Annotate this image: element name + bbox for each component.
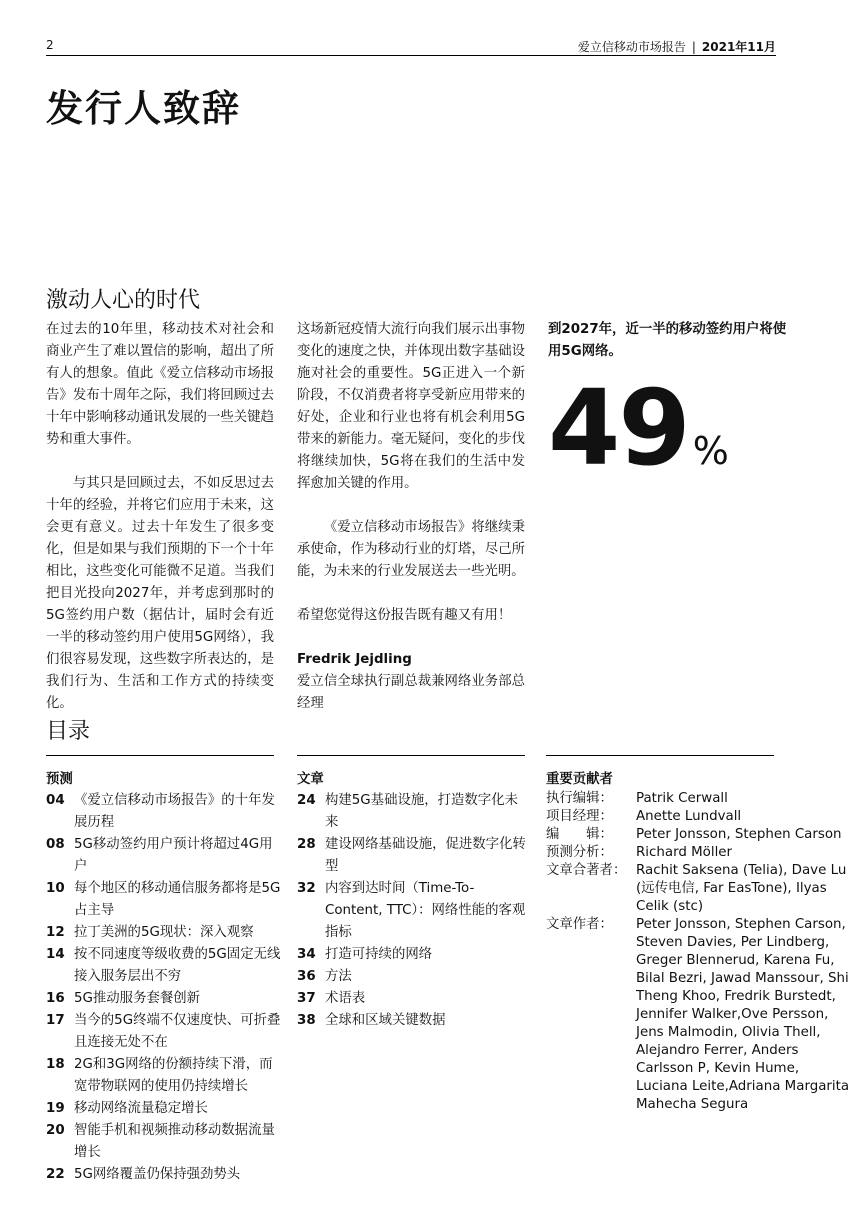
toc-page: 08 xyxy=(46,837,65,852)
toc-forecast-heading: 预测 xyxy=(46,772,73,787)
contributor-role: 项目经理： xyxy=(546,809,613,824)
toc-item[interactable] xyxy=(46,944,282,988)
contributor-role: 编 辑： xyxy=(546,827,613,842)
toc-entry-title: 每个地区的移动通信服务都将是5G占主导 xyxy=(74,881,281,918)
toc-item[interactable] xyxy=(46,1098,282,1120)
contributor-names: Peter Jonsson, Stephen Carson xyxy=(636,827,842,842)
toc-articles-heading: 文章 xyxy=(297,772,324,787)
page-number: 2 xyxy=(46,38,54,52)
toc-page: 36 xyxy=(297,969,316,984)
section-heading: 激动人心的时代 xyxy=(46,288,201,313)
highlight-value: 49 xyxy=(548,367,689,489)
contributor-names: Patrik Cerwall xyxy=(636,791,728,806)
contributor-role: 执行编辑： xyxy=(546,791,613,806)
toc-item[interactable] xyxy=(46,878,282,922)
toc-entry-title: 全球和区域关键数据 xyxy=(325,1013,446,1028)
toc-articles-list xyxy=(297,790,527,1032)
contributor-names: Peter Jonsson, Stephen Carson, Steven Davies, Per Lindberg, Greger Blennerud, Karena Fu, Bilal Bezri, Jawad Manssour, Shi Theng Khoo, Fredrik Burstedt, Jennifer Walker,Ove Persson, Jens Malmodin, Olivia Thell, Alejandro Ferrer, Anders Carlsson P, Kevin Hume, Luciana Leite,Adriana Margarita Mahecha Segura xyxy=(636,917,850,1112)
toc-entry-title: 5G网络覆盖仍保持强劲势头 xyxy=(74,1167,241,1182)
toc-item[interactable] xyxy=(46,1164,282,1186)
toc-item[interactable] xyxy=(46,922,282,944)
toc-entry-title: 建设网络基础设施，促进数字化转型 xyxy=(325,837,526,874)
toc-entry-title: 内容到达时间（Time-To-Content, TTC）：网络性能的客观指标 xyxy=(325,881,526,940)
intro-paragraph-3: 这场新冠疫情大流行向我们展示出事物变化的速度之快，并体现出数字基础设施对社会的重要性。5G正进入一个新阶段，不仅消费者将享受新应用带来的好处，企业和行业也将有机会利用5G带来的新能力。毫无疑问，变化的步伐将继续加快，5G将在我们的生活中发挥愈加关键的作用。 xyxy=(297,322,525,491)
intro-column-1 xyxy=(46,319,274,715)
header-separator: | xyxy=(691,40,696,54)
report-name: 爱立信移动市场报告 xyxy=(577,40,686,54)
toc-page: 10 xyxy=(46,881,65,896)
contributor-row xyxy=(546,862,850,916)
intro-paragraph-5: 希望您觉得这份报告既有趣又有用！ xyxy=(297,608,512,623)
contributor-role: 文章合著者： xyxy=(546,863,627,878)
page-title: 发行人致辞 xyxy=(46,87,241,130)
toc-page: 22 xyxy=(46,1167,65,1182)
header-rule xyxy=(46,55,776,56)
toc-entry-title: 构建5G基础设施，打造数字化未来 xyxy=(325,793,518,830)
toc-page: 17 xyxy=(46,1013,65,1028)
toc-entry-title: 5G移动签约用户预计将超过4G用户 xyxy=(74,837,273,874)
toc-entry-title: 移动网络流量稳定增长 xyxy=(74,1101,208,1116)
toc-entry-title: 智能手机和视频推动移动数据流量增长 xyxy=(74,1123,275,1160)
toc-page: 32 xyxy=(297,881,316,896)
toc-entry-title: 拉丁美洲的5G现状：深入观察 xyxy=(74,925,254,940)
contributor-role: 文章作者： xyxy=(546,917,613,932)
running-header xyxy=(578,38,776,55)
toc-item[interactable] xyxy=(297,1010,527,1032)
toc-forecast-list xyxy=(46,790,282,1186)
intro-paragraph-1: 在过去的10年里，移动技术对社会和商业产生了难以置信的影响，超出了所有人的想象。值此《爱立信移动市场报告》发布十周年之际，我们将回顾过去十年中影响移动通讯发展的一些关键趋势和重大事件。 xyxy=(46,322,274,447)
intro-paragraph-4: 《爱立信移动市场报告》将继续秉承使命，作为移动行业的灯塔，尽己所能，为未来的行业发展送去一些光明。 xyxy=(297,520,525,579)
contributor-row xyxy=(546,790,850,808)
contributor-names: Anette Lundvall xyxy=(636,809,742,824)
toc-item[interactable] xyxy=(297,966,527,988)
toc-item[interactable] xyxy=(297,834,527,878)
toc-rule-articles xyxy=(297,755,525,756)
toc-entry-title: 5G推动服务套餐创新 xyxy=(74,991,201,1006)
toc-item[interactable] xyxy=(46,834,282,878)
toc-entry-title: 术语表 xyxy=(325,991,366,1006)
toc-item[interactable] xyxy=(46,988,282,1010)
toc-item[interactable] xyxy=(46,1010,282,1054)
highlight-unit: % xyxy=(692,429,729,473)
contributor-names: Richard Möller xyxy=(636,845,733,860)
toc-entry-title: 《爱立信移动市场报告》的十年发展历程 xyxy=(74,793,275,830)
toc-page: 12 xyxy=(46,925,65,940)
toc-item[interactable] xyxy=(46,1054,282,1098)
toc-entry-title: 2G和3G网络的份额持续下滑，而宽带物联网的使用仍持续增长 xyxy=(74,1057,273,1094)
contributor-row xyxy=(546,844,850,862)
highlight-stat xyxy=(548,367,729,489)
toc-entry-title: 按不同速度等级收费的5G固定无线接入服务层出不穷 xyxy=(74,947,281,984)
toc-page: 19 xyxy=(46,1101,65,1116)
toc-title: 目录 xyxy=(46,719,91,744)
toc-entry-title: 方法 xyxy=(325,969,352,984)
toc-item[interactable] xyxy=(297,790,527,834)
toc-item[interactable] xyxy=(297,878,527,944)
toc-page: 20 xyxy=(46,1123,65,1138)
toc-contributors-heading: 重要贡献者 xyxy=(546,772,613,787)
toc-item[interactable] xyxy=(46,790,282,834)
intro-column-2 xyxy=(297,319,525,715)
contributor-role: 预测分析： xyxy=(546,845,613,860)
contributor-names: Rachit Saksena (Telia), Dave Lu (远传电信, Far EasTone), Ilyas Celik (stc) xyxy=(636,863,847,914)
toc-page: 18 xyxy=(46,1057,65,1072)
signature-title: 爱立信全球执行副总裁兼网络业务部总经理 xyxy=(297,674,525,711)
toc-page: 14 xyxy=(46,947,65,962)
contributor-row xyxy=(546,916,850,1114)
toc-item[interactable] xyxy=(297,944,527,966)
toc-page: 16 xyxy=(46,991,65,1006)
toc-entry-title: 当今的5G终端不仅速度快、可折叠且连接无处不在 xyxy=(74,1013,281,1050)
report-date: 2021年11月 xyxy=(701,40,776,54)
contributors-list xyxy=(546,790,850,1114)
toc-rule-forecast xyxy=(46,755,274,756)
signature-name: Fredrik Jejdling xyxy=(297,652,412,667)
highlight-text: 到2027年，近一半的移动签约用户将使用5G网络。 xyxy=(548,322,787,359)
toc-entry-title: 打造可持续的网络 xyxy=(325,947,433,962)
toc-page: 38 xyxy=(297,1013,316,1028)
toc-page: 28 xyxy=(297,837,316,852)
toc-item[interactable] xyxy=(297,988,527,1010)
toc-page: 34 xyxy=(297,947,316,962)
contributor-row xyxy=(546,808,850,826)
intro-paragraph-2: 与其只是回顾过去，不如反思过去十年的经验，并将它们应用于未来，这会更有意义。过去十年发生了很多变化，但是如果与我们预期的下一个十年相比，这些变化可能微不足道。当我们把目光投向2027年，并考虑到那时的5G签约用户数（据估计，届时会有近一半的移动签约用户使用5G网络），我们很容易发现，这些数字所表达的，是我们行为、生活和工作方式的持续变化。 xyxy=(46,476,274,711)
toc-item[interactable] xyxy=(46,1120,282,1164)
toc-rule-contributors xyxy=(546,755,774,756)
toc-page: 24 xyxy=(297,793,316,808)
toc-page: 37 xyxy=(297,991,316,1006)
contributor-row xyxy=(546,826,850,844)
toc-page: 04 xyxy=(46,793,65,808)
